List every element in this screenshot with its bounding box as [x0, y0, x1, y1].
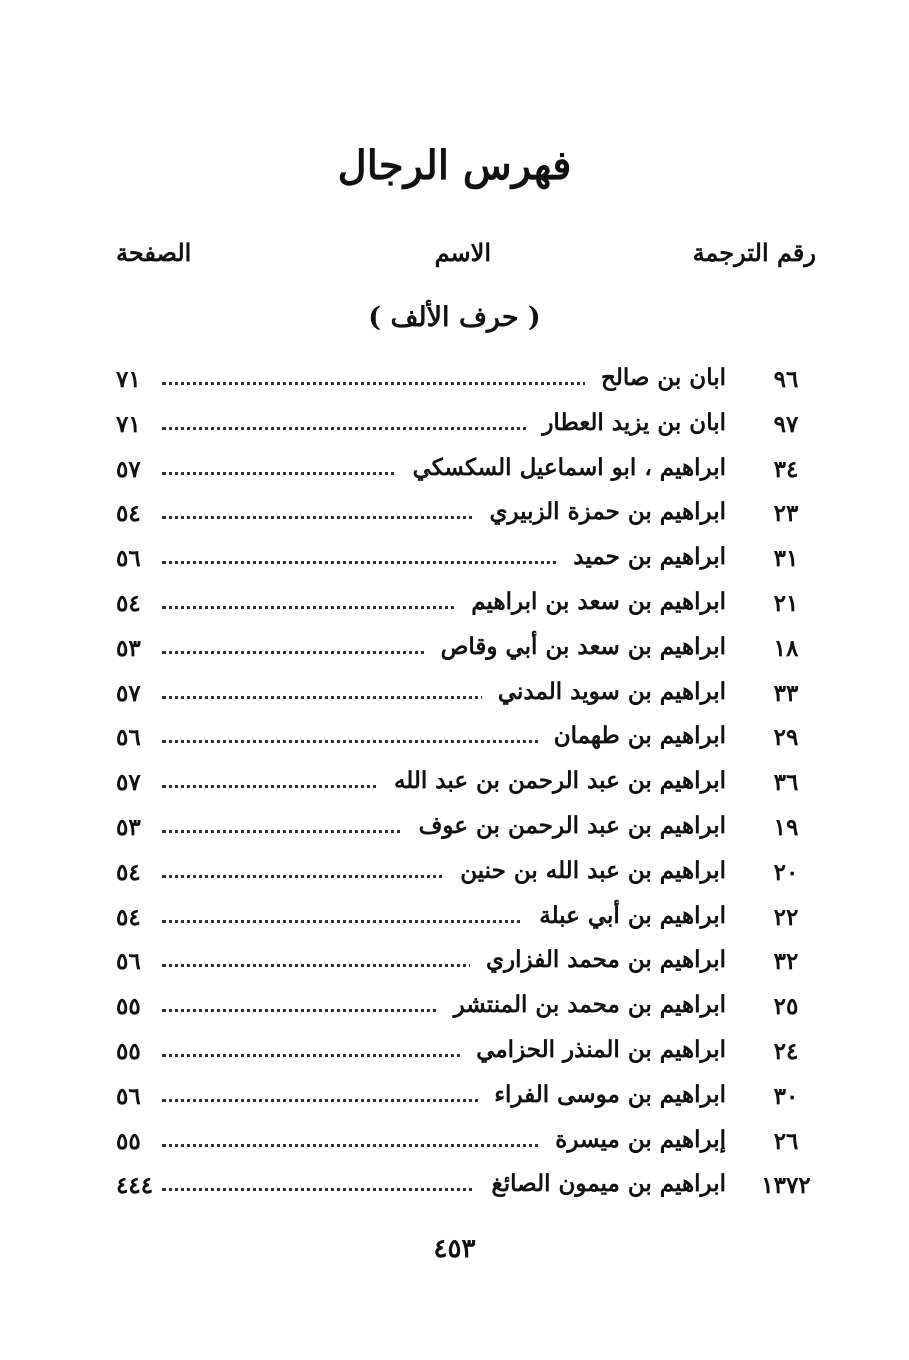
header-page: الصفحة — [116, 238, 192, 267]
entry-page: ٥٧ — [116, 769, 141, 797]
index-row — [116, 898, 816, 943]
index-row — [116, 494, 816, 539]
header-number: رقم الترجمة — [692, 238, 816, 267]
index-row — [116, 674, 816, 719]
entry-number: ٢٣ — [773, 500, 799, 528]
entry-name: ابراهيم بن عبد الله بن حنين — [444, 857, 726, 884]
entry-name: ابراهيم بن أبي عبلة — [523, 902, 726, 929]
entry-page: ٧١ — [116, 366, 141, 393]
entry-page: ٧١ — [116, 410, 141, 438]
entry-name: ابراهيم بن ميمون الصائغ — [475, 1170, 726, 1197]
entry-page: ٤٤٤ — [116, 1172, 154, 1200]
index-row — [116, 808, 816, 853]
entry-number: ٢٦ — [773, 1127, 799, 1155]
index-entries — [116, 360, 816, 1211]
entry-number: ٢٩ — [773, 724, 799, 752]
entry-number: ٢٥ — [773, 993, 799, 1021]
section-heading: ( حرف الألف ) — [368, 302, 541, 333]
entry-page: ٥٣ — [116, 813, 141, 841]
entry-name: ابراهيم بن حمزة الزبيري — [473, 498, 726, 525]
entry-page: ٥٤ — [116, 858, 141, 886]
entry-page: ٥٦ — [116, 1082, 141, 1110]
index-row — [116, 539, 816, 584]
entry-page: ٥٧ — [116, 679, 141, 707]
entry-number: ٢٢ — [773, 903, 799, 931]
index-row — [116, 1077, 816, 1122]
entry-name: ابراهيم بن سويد المدني — [482, 678, 726, 705]
entry-name: ابراهيم بن محمد بن المنتشر — [438, 991, 726, 1018]
header-name: الاسم — [434, 238, 491, 267]
entry-number: ٣٣ — [773, 679, 799, 707]
entry-name: ابراهيم بن طهمان — [538, 722, 726, 749]
entry-page: ٥٤ — [116, 500, 141, 528]
entry-number: ٢١ — [773, 589, 799, 617]
entry-number: ٣٠ — [773, 1082, 799, 1110]
index-row — [116, 629, 816, 674]
index-row — [116, 987, 816, 1032]
index-row — [116, 763, 816, 808]
index-row — [116, 942, 816, 987]
entry-number: ٣١ — [773, 545, 799, 573]
entry-number: ١٨ — [773, 634, 799, 662]
entry-page: ٥٦ — [116, 948, 141, 976]
entry-name: ابراهيم بن سعد بن ابراهيم — [455, 588, 726, 615]
entry-number: ٢٠ — [773, 858, 799, 886]
index-row — [116, 1032, 816, 1077]
entry-number: ٢٤ — [773, 1037, 799, 1065]
entry-page: ٥٤ — [116, 589, 141, 617]
entry-name: ابراهيم بن موسى الفراء — [478, 1081, 726, 1108]
entry-name: ابراهيم بن عبد الرحمن بن عبد الله — [378, 767, 726, 794]
entry-name: ابان بن يزيد العطار — [526, 409, 726, 436]
entry-page: ٥٥ — [116, 1037, 141, 1065]
index-row — [116, 1166, 816, 1211]
index-row — [116, 718, 816, 763]
entry-name: ابراهيم بن سعد بن أبي وقاص — [425, 633, 726, 660]
entry-number: ٩٦ — [773, 366, 799, 393]
entry-name: ابراهيم بن المنذر الحزامي — [460, 1036, 726, 1063]
entry-name: ابان بن صالح — [585, 364, 726, 391]
entry-number: ٩٧ — [773, 410, 799, 438]
entry-page: ٥٧ — [116, 455, 141, 483]
entry-page: ٥٥ — [116, 993, 141, 1021]
page-number: ٤٥٣ — [433, 1234, 476, 1264]
entry-page: ٥٦ — [116, 724, 141, 752]
entry-name: ابراهيم بن محمد الفزاري — [470, 946, 726, 973]
entry-page: ٥٥ — [116, 1127, 141, 1155]
index-row — [116, 1122, 816, 1167]
index-row — [116, 450, 816, 495]
entry-page: ٥٦ — [116, 545, 141, 573]
column-header-row — [116, 238, 816, 278]
entry-name: ابراهيم بن حميد — [557, 543, 726, 570]
page-title: فهرس الرجال — [337, 142, 572, 189]
entry-number: ٣٢ — [773, 948, 799, 976]
entry-page: ٥٤ — [116, 903, 141, 931]
index-row — [116, 405, 816, 450]
entry-number: ١٩ — [773, 813, 799, 841]
entry-page: ٥٣ — [116, 634, 141, 662]
entry-number: ٣٤ — [773, 455, 799, 483]
index-row — [116, 360, 816, 405]
entry-name: إبراهيم بن ميسرة — [539, 1126, 726, 1153]
entry-name: ابراهيم بن عبد الرحمن بن عوف — [403, 812, 726, 839]
index-row — [116, 584, 816, 629]
entry-number: ٣٦ — [773, 769, 799, 797]
index-row — [116, 853, 816, 898]
entry-number: ١٣٧٢ — [761, 1172, 811, 1200]
entry-name: ابراهيم ، ابو اسماعيل السكسكي — [397, 454, 726, 481]
